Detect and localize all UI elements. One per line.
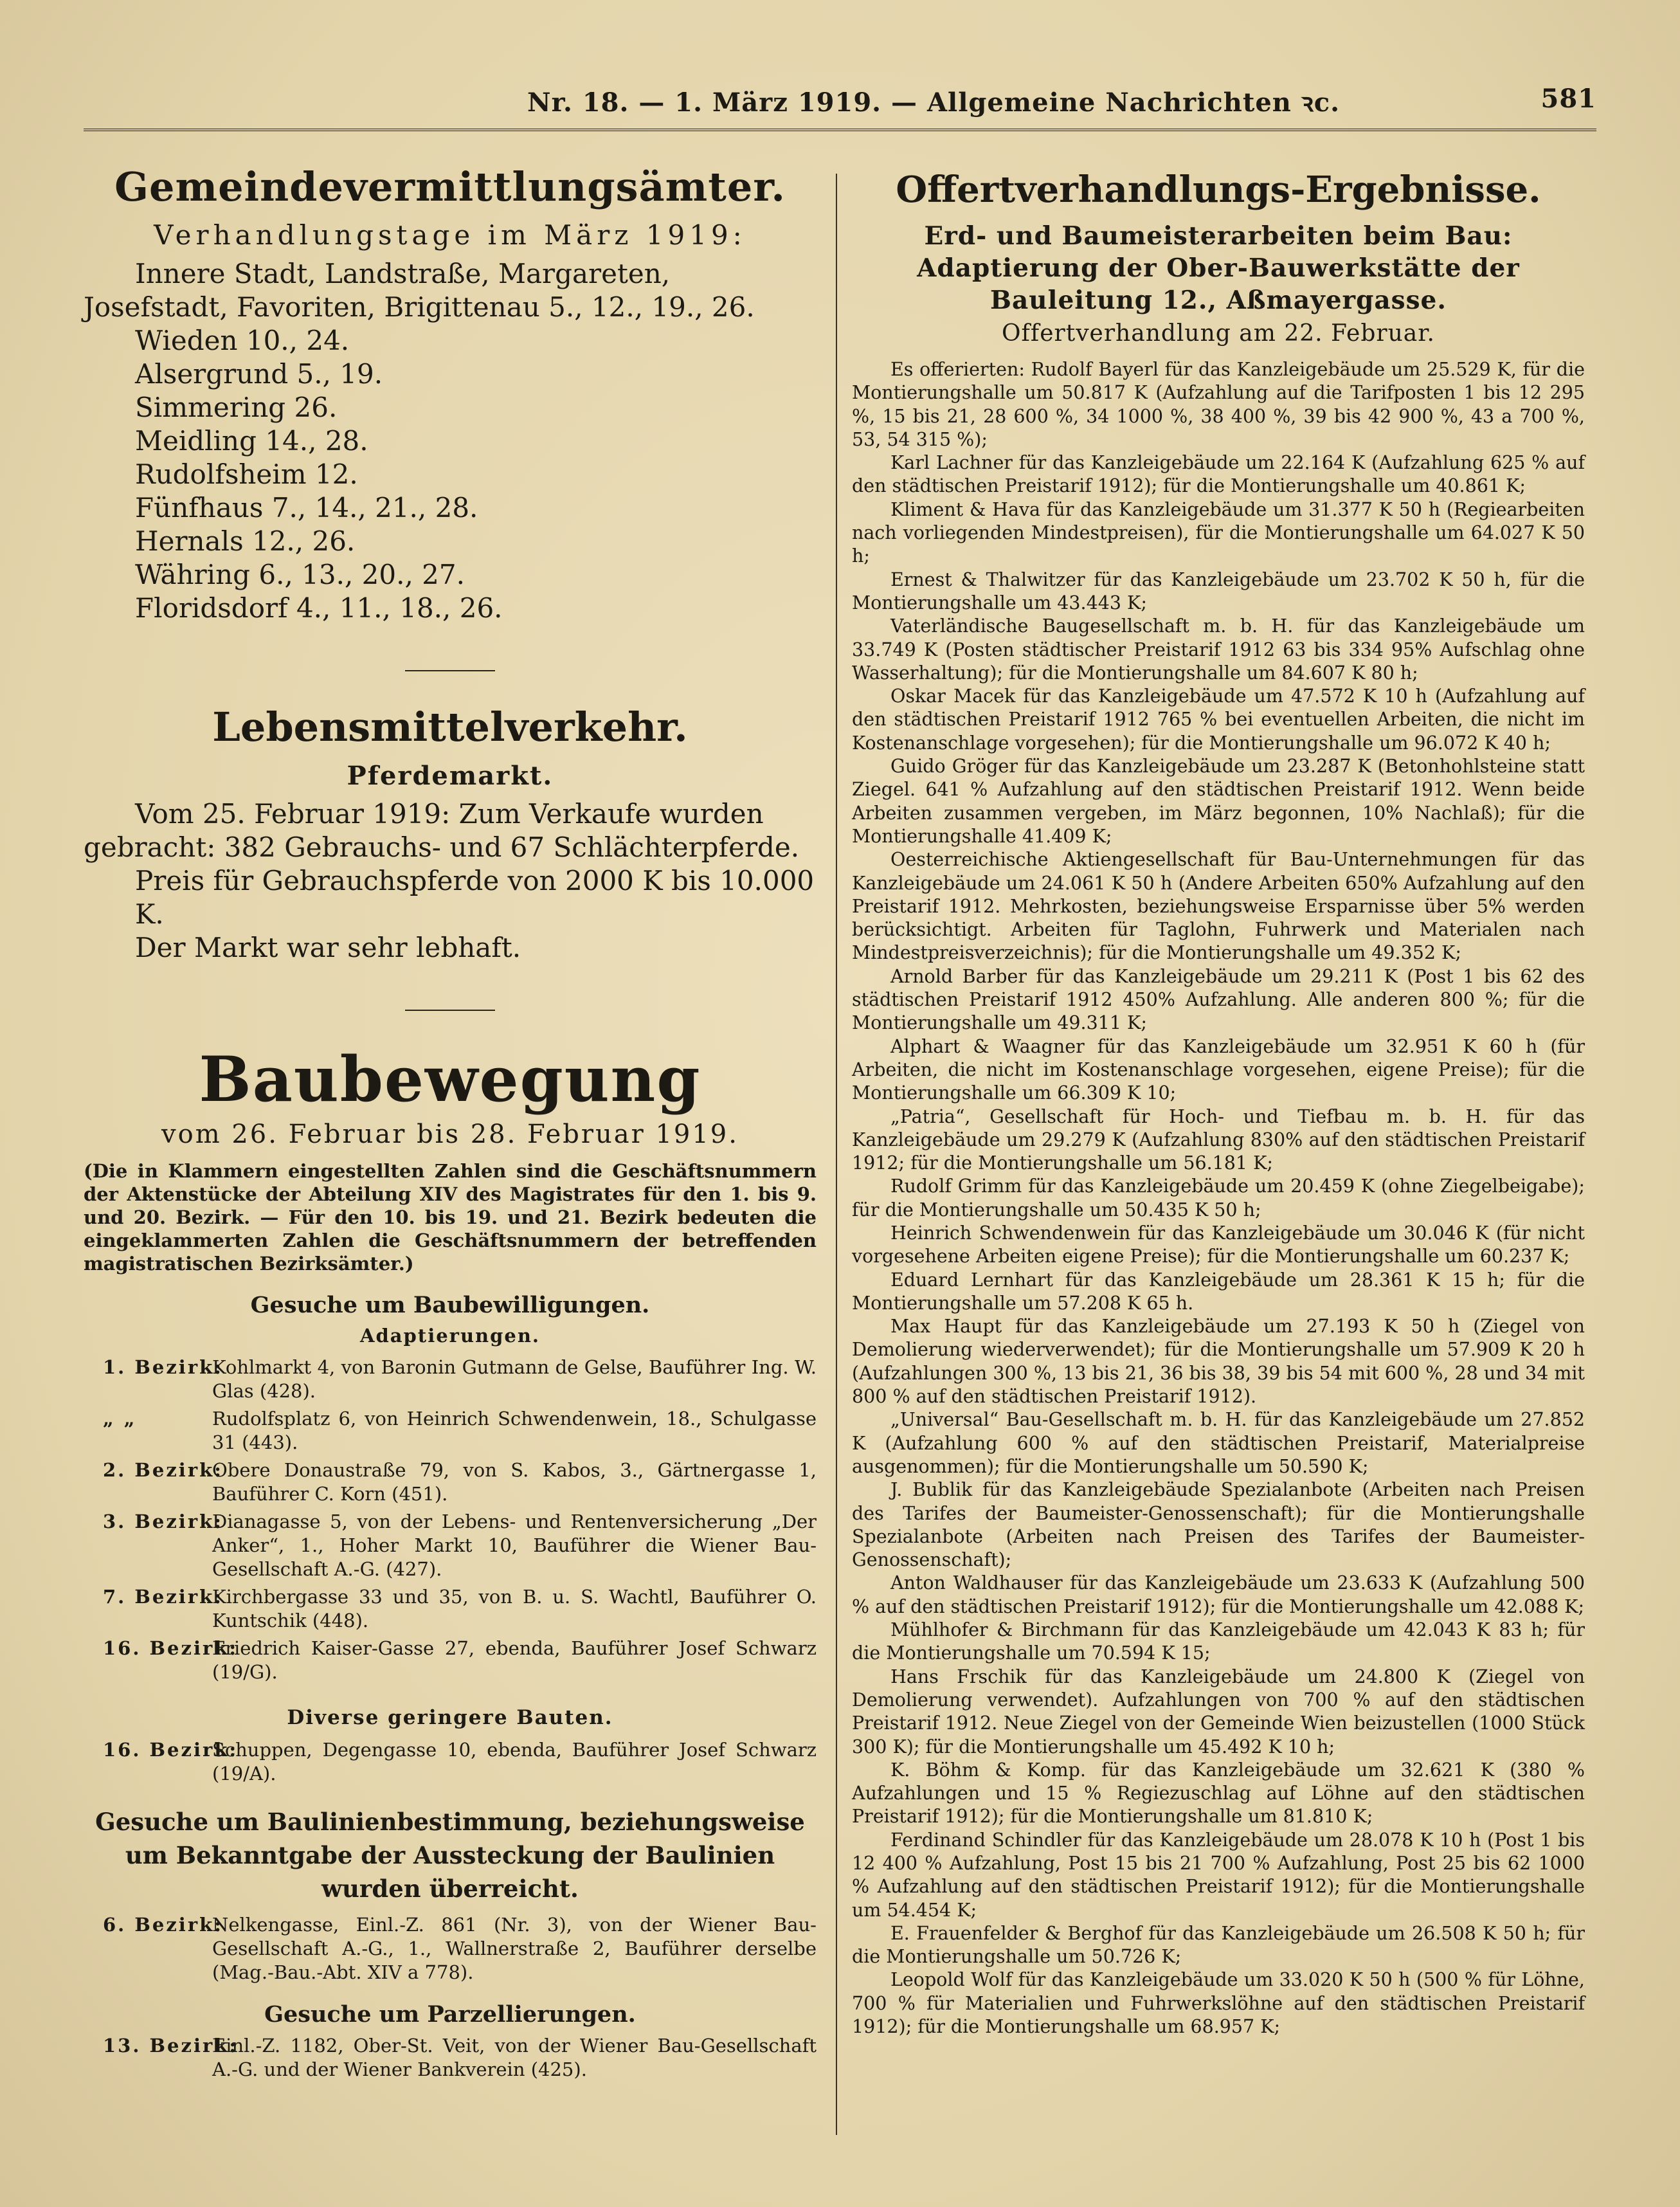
lebensmittel-line: Preis für Gebrauchspferde von 2000 K bis 10.000 K. xyxy=(135,865,815,930)
district-label: 3. Bezirk: xyxy=(103,1511,223,1532)
list-item xyxy=(84,1407,817,1455)
entry-text: Rudolfsplatz 6, von Heinrich Schwendenwein, 18., Schulgasse 31 (443). xyxy=(212,1408,817,1453)
diverse-heading: Diverse geringere Bauten. xyxy=(287,1706,613,1729)
baubewilligungen-heading: Gesuche um Baubewilligungen. xyxy=(250,1292,650,1318)
lebensmittel-line: Der Markt war sehr lebhaft. xyxy=(135,932,521,963)
gemeinde-line: Alsergrund 5., 19. xyxy=(135,358,383,390)
gemeinde-line: Wieden 10., 24. xyxy=(135,325,350,356)
right-column xyxy=(852,154,1585,2039)
offer-paragraph: Max Haupt für das Kanzleigebäude um 27.193 K 50 h (Ziegel von Demolierung wiederverwendet); für die Montierungshalle um 57.909 K 20 h (Aufzahlungen 300 %, 13 bis 21, 36 bis 38, 39 bis 54 mit 600 %, 28 und 34 mit 800 % auf den städtischen Preistarif 1912). xyxy=(852,1316,1585,1408)
offer-paragraph: Oesterreichische Aktiengesellschaft für Bau-Unternehmungen für das Kanzleigebäude um 24.061 K 50 h (Andere Arbeiten 650% Aufzahlung auf den Preistarif 1912. Mehrkosten, beziehungsweise Ersparnisse über 5% werden berücksichtigt. Arbeiten für Taglohn, Fuhrwerk und Materialen nach Mindestpreisverzeichnis); für die Montierungshalle um 49.352 K; xyxy=(852,849,1585,964)
gemeinde-line: Meidling 14., 28. xyxy=(135,425,368,457)
list-item xyxy=(84,1913,817,1984)
gemeinde-title: Gemeindevermittlungsämter. xyxy=(114,163,786,210)
district-label: 1. Bezirk: xyxy=(103,1356,223,1378)
column-divider xyxy=(836,174,837,2135)
district-label: 16. Bezirk: xyxy=(103,1637,239,1659)
district-label: 16. Bezirk: xyxy=(103,1739,239,1761)
offer-paragraph: Ferdinand Schindler für das Kanzleigebäude um 28.078 K 10 h (Post 1 bis 12 400 % Aufzahlung, Post 15 bis 21 700 % Aufzahlung, Post 25 bis 62 1000 % Aufzahlung auf den städtischen Preistarif 1912); für die Montierungshalle um 54.454 K; xyxy=(852,1829,1585,1921)
offer-paragraph: Guido Gröger für das Kanzleigebäude um 23.287 K (Betonhohlsteine statt Ziegel. 641 % Aufzahlung auf den städtischen Preistarif 1912. Wenn beide Arbeiten zusammen vergeben, im März begonnen, 10% Nachlaß); für die Montierungshalle 41.409 K; xyxy=(852,756,1585,847)
entry-text: Obere Donaustraße 79, von S. Kabos, 3., Gärtnergasse 1, Bauführer C. Korn (451). xyxy=(212,1459,817,1505)
gemeinde-line: Währing 6., 13., 20., 27. xyxy=(135,559,465,590)
header-rule xyxy=(84,129,1596,131)
gemeinde-subtitle: Verhandlungstage im März 1919: xyxy=(154,219,746,251)
entry-text: Kirchbergasse 33 und 35, von B. u. S. Wachtl, Bauführer O. Kuntschik (448). xyxy=(212,1586,817,1631)
lebensmittel-section xyxy=(84,704,817,965)
list-item xyxy=(84,1510,817,1581)
gemeinde-line: Innere Stadt, Landstraße, Margareten, Josefstadt, Favoriten, Brigittenau 5., 12., 19., 26. xyxy=(84,258,755,323)
list-item xyxy=(84,2034,817,2082)
offer-paragraph: Rudolf Grimm für das Kanzleigebäude um 20.459 K (ohne Ziegelbeigabe); für die Montierungshalle um 50.435 K 50 h; xyxy=(852,1176,1585,1221)
list-item xyxy=(84,1458,817,1506)
offer-paragraph: Vaterländische Baugesellschaft m. b. H. für das Kanzleigebäude um 33.749 K (Posten städtischer Preistarif 1912 63 bis 334 95% Aufschlag ohne Wasserhaltung); für die Montierungshalle um 84.607 K 80 h; xyxy=(852,615,1585,684)
district-label: 2. Bezirk: xyxy=(103,1459,223,1481)
offer-paragraph: Heinrich Schwendenwein für das Kanzleigebäude um 30.046 K (für nicht vorgesehene Arbeiten eigene Preise); für die Montierungshalle um 60.237 K; xyxy=(852,1222,1585,1267)
district-label: 6. Bezirk: xyxy=(103,1914,223,1936)
offer-paragraph: E. Frauenfelder & Berghof für das Kanzleigebäude um 26.508 K 50 h; für die Montierungshalle um 50.726 K; xyxy=(852,1922,1585,1968)
gemeinde-line: Hernals 12., 26. xyxy=(135,525,356,557)
entry-text: Nelkengasse, Einl.-Z. 861 (Nr. 3), von der Wiener Bau-Gesellschaft A.-G., 1., Wallnerstraße 2, Bauführer derselbe (Mag.-Bau.-Abt. XIV a 778). xyxy=(212,1914,817,1983)
lebensmittel-line: Vom 25. Februar 1919: Zum Verkaufe wurden gebracht: 382 Gebrauchs- und 67 Schlächterpferde. xyxy=(84,798,800,863)
offer-paragraph: Ernest & Thalwitzer für das Kanzleigebäude um 23.702 K 50 h, für die Montierungshalle um 43.443 K; xyxy=(852,568,1585,613)
offer-paragraph: Leopold Wolf für das Kanzleigebäude um 33.020 K 50 h (500 % für Löhne, 700 % für Materialien und Fuhrwerkslöhne auf den städtischen Preistarif 1912); für die Montierungshalle um 68.957 K; xyxy=(852,1969,1585,2038)
baulinien-heading: Gesuche um Baulinienbestimmung, beziehungsweise um Bekanntgabe der Aussteckung der Baulinien wurden überreicht. xyxy=(95,1808,805,1903)
page-header xyxy=(84,84,1596,129)
gemeinde-line: Fünfhaus 7., 14., 21., 28. xyxy=(135,492,478,523)
entry-text: Kohlmarkt 4, von Baronin Gutmann de Gelse, Bauführer Ing. W. Glas (428). xyxy=(212,1356,817,1402)
lebensmittel-subtitle: Pferdemarkt. xyxy=(347,761,554,791)
offert-list xyxy=(852,358,1585,2039)
section-divider xyxy=(405,670,495,671)
lebensmittel-text xyxy=(84,797,817,965)
left-column xyxy=(84,154,817,2085)
offer-paragraph: Alphart & Waagner für das Kanzleigebäude um 32.951 K 60 h (für Arbeiten, die nicht im Kostenanschlage vorgesehen, eigene Preise); für die Montierungshalle um 66.309 K 10; xyxy=(852,1035,1585,1104)
section-divider xyxy=(405,1010,495,1011)
parzellierungen-heading: Gesuche um Parzellierungen. xyxy=(264,2001,636,2028)
entry-text: Dianagasse 5, von der Lebens- und Rentenversicherung „Der Anker“, 1., Hoher Markt 10, Bauführer die Wiener Bau-Gesellschaft A.-G. (427). xyxy=(212,1511,817,1580)
page-number: 581 xyxy=(1540,84,1596,114)
entry-text: Einl.-Z. 1182, Ober-St. Veit, von der Wiener Bau-Gesellschaft A.-G. und der Wiener Bankverein (425). xyxy=(212,2035,817,2080)
offer-paragraph: Mühlhofer & Birchmann für das Kanzleigebäude um 42.043 K 83 h; für die Montierungshalle um 70.594 K 15; xyxy=(852,1619,1585,1664)
offer-paragraph: Oskar Macek für das Kanzleigebäude um 47.572 K 10 h (Aufzahlung auf den städtischen Preistarif 1912 765 % bei eventuellen Arbeiten, die nicht im Kostenanschlage vorgesehen); für die Montierungshalle um 96.072 K 40 h; xyxy=(852,686,1585,754)
gemeinde-list xyxy=(84,257,817,625)
gemeinde-line: Floridsdorf 4., 11., 18., 26. xyxy=(135,592,503,624)
list-item xyxy=(84,1585,817,1633)
offer-paragraph: Es offerierten: Rudolf Bayerl für das Kanzleigebäude um 25.529 K, für die Montierungshalle um 50.817 K (Aufzahlung auf die Tarifposten 1 bis 12 295 %, 15 bis 21, 28 600 %, 34 1000 %, 38 400 %, 39 bis 42 900 %, 43 a 700 %, 53, 54 315 %); xyxy=(852,359,1585,450)
baubewegung-section xyxy=(84,1043,817,2082)
offer-paragraph: „Patria“, Gesellschaft für Hoch- und Tiefbau m. b. H. für das Kanzleigebäude um 29.279 K (Aufzahlung 830% auf den städtischen Preistarif 1912; für die Montierungshalle um 56.181 K; xyxy=(852,1105,1585,1174)
offert-title: Offertverhandlungs-Ergebnisse. xyxy=(896,168,1541,211)
offer-paragraph: Anton Waldhauser für das Kanzleigebäude um 23.633 K (Aufzahlung 500 % auf den städtischen Preistarif 1912); für die Montierungshalle um 42.088 K; xyxy=(852,1572,1585,1617)
baubewegung-title: Baubewegung xyxy=(199,1043,701,1116)
district-label: „ „ xyxy=(103,1408,137,1430)
offer-paragraph: J. Bublik für das Kanzleigebäude Spezialanbote (Arbeiten nach Preisen des Tarifes der Baumeister-Genossenschaft); für die Montierungshalle Spezialanbote (Arbeiten nach Preisen des Tarifes der Baumeister-Genossenschaft); xyxy=(852,1479,1585,1571)
baubewegung-date: vom 26. Februar bis 28. Februar 1919. xyxy=(161,1120,739,1149)
offer-paragraph: Eduard Lernhart für das Kanzleigebäude um 28.361 K 15 h; für die Montierungshalle um 57.208 K 65 h. xyxy=(852,1269,1585,1314)
lebensmittel-title: Lebensmittelverkehr. xyxy=(212,704,688,750)
offer-paragraph: Karl Lachner für das Kanzleigebäude um 22.164 K (Aufzahlung 625 % auf den städtischen Preistarif 1912); für die Montierungshalle um 40.861 K; xyxy=(852,452,1585,497)
offer-paragraph: Kliment & Hava für das Kanzleigebäude um 31.377 K 50 h (Regiearbeiten nach vorliegenden Mindestpreisen), für die Montierungshalle um 64.027 K 50 h; xyxy=(852,498,1585,567)
header-issue-line: Nr. 18. — 1. März 1919. — Allgemeine Nachrichten ꝛc. xyxy=(527,87,1341,118)
district-label: 7. Bezirk: xyxy=(103,1586,223,1608)
entry-text: Schuppen, Degengasse 10, ebenda, Bauführer Josef Schwarz (19/A). xyxy=(212,1739,817,1785)
list-item xyxy=(84,1738,817,1786)
offert-subject: Erd- und Baumeisterarbeiten beim Bau: Adaptierung der Ober-Bauwerkstätte der Bauleitung 12., Aßmayergasse. xyxy=(917,221,1520,315)
baubewegung-note: (Die in Klammern eingestellten Zahlen sind die Geschäftsnummern der Aktenstücke der Abteilung XIV des Magistrates für den 1. bis 9. und 20. Bezirk. — Für den 10. bis 19. und 21. Bezirk bedeuten die eingeklammerten Zahlen die Geschäftsnummern der betreffenden magistratischen Bezirksämter.) xyxy=(84,1160,817,1275)
gemeinde-line: Rudolfsheim 12. xyxy=(135,459,358,490)
gemeinde-line: Simmering 26. xyxy=(135,392,338,423)
list-item xyxy=(84,1356,817,1403)
offer-paragraph: K. Böhm & Komp. für das Kanzleigebäude um 32.621 K (380 % Aufzahlungen und 15 % Regiezuschlag auf Löhne auf den städtischen Preistarif 1912); für die Montierungshalle um 81.810 K; xyxy=(852,1759,1585,1828)
offer-paragraph: Hans Frschik für das Kanzleigebäude um 24.800 K (Ziegel von Demolierung verwendet). Aufzahlungen von 700 % auf den städtischen Preistarif 1912. Neue Ziegel von der Gemeinde Wien beizustellen (1000 Stück 300 K); für die Montierungshalle um 45.492 K 10 h; xyxy=(852,1666,1585,1757)
list-item xyxy=(84,1637,817,1684)
adaptierungen-heading: Adaptierungen. xyxy=(359,1325,541,1347)
district-label: 13. Bezirk: xyxy=(103,2035,239,2057)
offer-paragraph: „Universal“ Bau-Gesellschaft m. b. H. für das Kanzleigebäude um 27.852 K (Aufzahlung 600 % auf den städtischen Preistarif, Materialpreise ausgenommen); für die Montierungshalle um 50.590 K; xyxy=(852,1409,1585,1477)
gemeinde-section xyxy=(84,163,817,625)
offert-date: Offertverhandlung am 22. Februar. xyxy=(1002,320,1435,347)
entry-text: Friedrich Kaiser-Gasse 27, ebenda, Bauführer Josef Schwarz (19/G). xyxy=(212,1637,817,1683)
offer-paragraph: Arnold Barber für das Kanzleigebäude um 29.211 K (Post 1 bis 62 des städtischen Preistarif 1912 450% Aufzahlung. Alle anderen 800 %; für die Montierungshalle um 49.311 K; xyxy=(852,965,1585,1034)
